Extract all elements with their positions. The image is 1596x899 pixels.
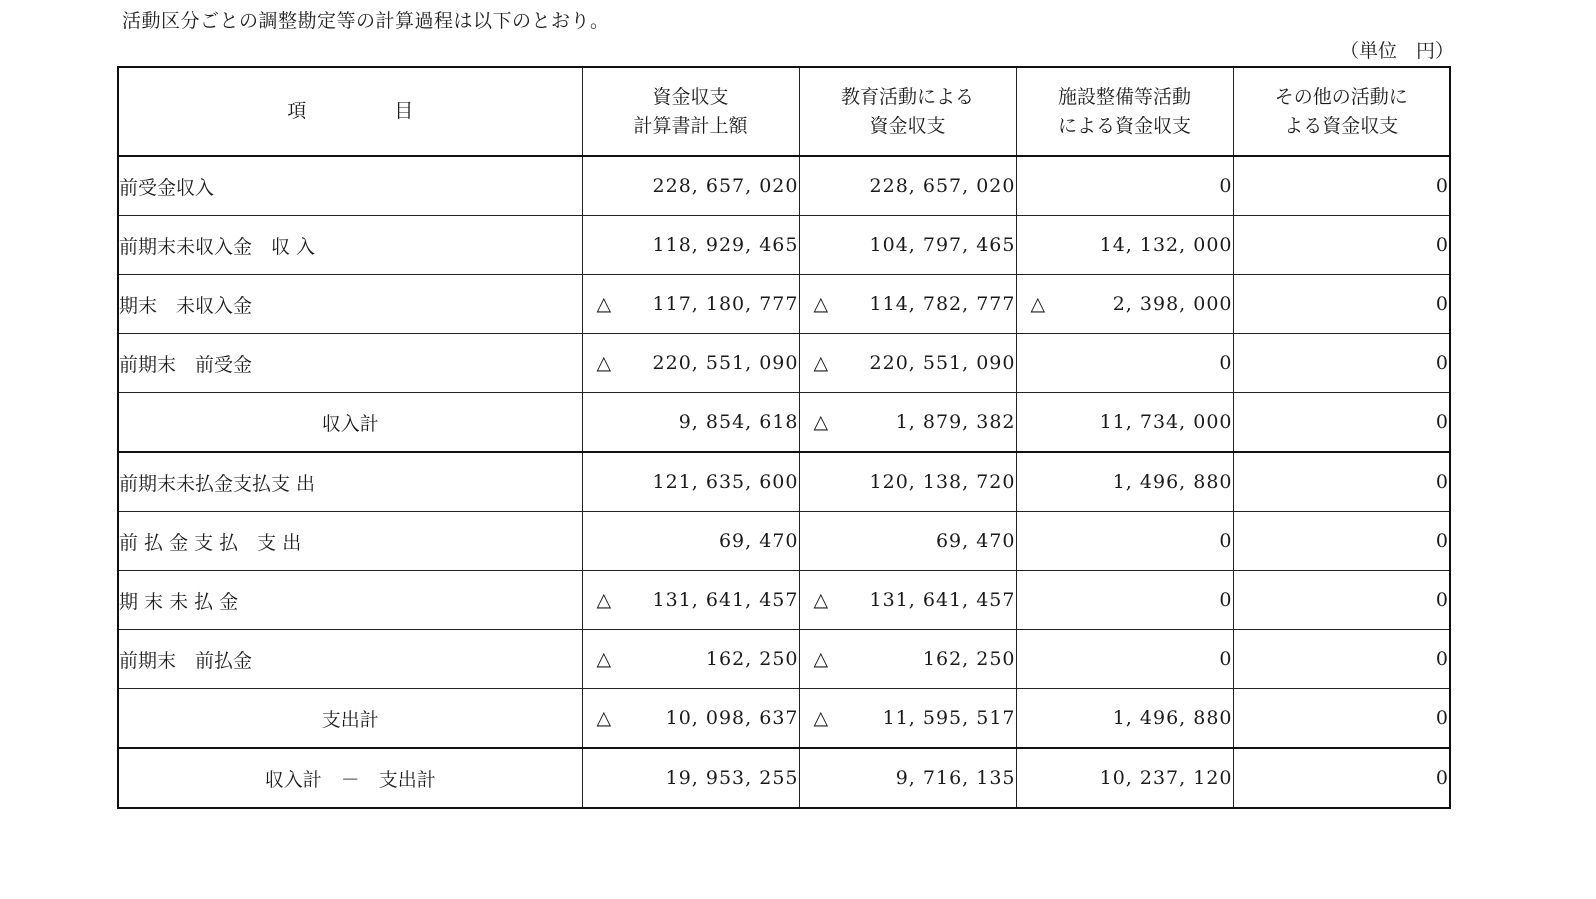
table-row bbox=[118, 512, 1450, 571]
cell-value: 131, 641, 457 bbox=[652, 589, 799, 611]
table-row bbox=[118, 452, 1450, 512]
header-col-education-line1: 教育活動による bbox=[840, 85, 974, 108]
cell-value: 120, 138, 720 bbox=[869, 471, 1016, 493]
cell-statement bbox=[582, 689, 799, 749]
cell-value: 0 bbox=[1219, 352, 1233, 374]
cell-facility bbox=[1016, 216, 1233, 275]
table-row bbox=[118, 275, 1450, 334]
cell-value: 1, 496, 880 bbox=[1112, 471, 1233, 493]
cell-statement bbox=[582, 512, 799, 571]
cell-other bbox=[1233, 334, 1450, 393]
header-col-education-line2: 資金収支 bbox=[869, 114, 946, 137]
table-row-income-total bbox=[118, 393, 1450, 453]
cell-other bbox=[1233, 275, 1450, 334]
cell-value: 117, 180, 777 bbox=[652, 293, 799, 315]
row-label: 前期末 前払金 bbox=[118, 630, 582, 689]
cell-facility bbox=[1016, 630, 1233, 689]
cell-value: 1, 879, 382 bbox=[895, 411, 1016, 433]
table-row bbox=[118, 630, 1450, 689]
table-row bbox=[118, 156, 1450, 216]
header-item-right: 目 bbox=[394, 100, 414, 122]
row-label: 支出計 bbox=[118, 689, 582, 749]
unit-label: （単位 円） bbox=[1340, 40, 1455, 62]
negative-mark: △ bbox=[813, 292, 830, 315]
cell-facility bbox=[1016, 689, 1233, 749]
cell-facility bbox=[1016, 334, 1233, 393]
cell-other bbox=[1233, 571, 1450, 630]
cell-facility bbox=[1016, 571, 1233, 630]
cell-statement bbox=[582, 748, 799, 808]
cell-other bbox=[1233, 156, 1450, 216]
cell-other bbox=[1233, 512, 1450, 571]
cell-value: 0 bbox=[1435, 471, 1449, 493]
row-label: 前受金収入 bbox=[118, 156, 582, 216]
table-row bbox=[118, 334, 1450, 393]
header-col-facility bbox=[1016, 67, 1233, 156]
cell-value: 69, 470 bbox=[935, 530, 1016, 552]
table-row bbox=[118, 216, 1450, 275]
header-col-other bbox=[1233, 67, 1450, 156]
row-label: 前期末未収入金 収 入 bbox=[118, 216, 582, 275]
cell-value: 0 bbox=[1435, 352, 1449, 374]
cell-value: 14, 132, 000 bbox=[1099, 234, 1233, 256]
cell-value: 0 bbox=[1435, 175, 1449, 197]
header-col-statement bbox=[582, 67, 799, 156]
cell-value: 228, 657, 020 bbox=[652, 175, 799, 197]
cell-statement bbox=[582, 275, 799, 334]
cell-education bbox=[799, 156, 1016, 216]
cell-education bbox=[799, 216, 1016, 275]
negative-mark: △ bbox=[596, 292, 613, 315]
cell-value: 10, 098, 637 bbox=[665, 707, 799, 729]
cell-value: 162, 250 bbox=[705, 648, 799, 670]
cell-statement bbox=[582, 630, 799, 689]
header-col-facility-line2: による資金収支 bbox=[1057, 114, 1191, 137]
table-row-expense-total bbox=[118, 689, 1450, 749]
negative-mark: △ bbox=[813, 588, 830, 611]
cell-value: 0 bbox=[1435, 767, 1449, 789]
cell-facility bbox=[1016, 512, 1233, 571]
header-item-left: 項 bbox=[287, 100, 307, 122]
header-col-education bbox=[799, 67, 1016, 156]
cell-value: 69, 470 bbox=[718, 530, 799, 552]
header-col-other-line2: よる資金収支 bbox=[1284, 114, 1399, 137]
cell-value: 19, 953, 255 bbox=[665, 767, 799, 789]
cell-value: 104, 797, 465 bbox=[869, 234, 1016, 256]
cell-value: 220, 551, 090 bbox=[652, 352, 799, 374]
negative-mark: △ bbox=[813, 706, 830, 729]
cell-value: 131, 641, 457 bbox=[869, 589, 1016, 611]
cell-value: 10, 237, 120 bbox=[1099, 767, 1233, 789]
cell-statement bbox=[582, 393, 799, 453]
negative-mark: △ bbox=[813, 647, 830, 670]
cell-facility bbox=[1016, 393, 1233, 453]
header-col-statement-line1: 資金収支 bbox=[652, 85, 729, 108]
cell-other bbox=[1233, 630, 1450, 689]
cell-facility bbox=[1016, 156, 1233, 216]
cell-value: 0 bbox=[1219, 648, 1233, 670]
cell-education bbox=[799, 393, 1016, 453]
cell-education bbox=[799, 748, 1016, 808]
row-label: 前 払 金 支 払 支 出 bbox=[118, 512, 582, 571]
cell-value: 0 bbox=[1435, 234, 1449, 256]
cell-education bbox=[799, 571, 1016, 630]
cell-education bbox=[799, 630, 1016, 689]
cell-value: 162, 250 bbox=[922, 648, 1016, 670]
row-label: 収入計 － 支出計 bbox=[118, 748, 582, 808]
cell-value: 0 bbox=[1435, 293, 1449, 315]
negative-mark: △ bbox=[596, 647, 613, 670]
row-label: 前期末 前受金 bbox=[118, 334, 582, 393]
cell-statement bbox=[582, 334, 799, 393]
cell-value: 114, 782, 777 bbox=[869, 293, 1016, 315]
row-label: 前期末未払金支払支 出 bbox=[118, 452, 582, 512]
cell-value: 9, 716, 135 bbox=[895, 767, 1016, 789]
cell-value: 0 bbox=[1435, 707, 1449, 729]
table-row bbox=[118, 571, 1450, 630]
cell-value: 118, 929, 465 bbox=[652, 234, 799, 256]
table-header-row bbox=[118, 67, 1450, 156]
cell-other bbox=[1233, 452, 1450, 512]
cell-value: 0 bbox=[1435, 530, 1449, 552]
cell-value: 0 bbox=[1219, 175, 1233, 197]
header-col-other-line1: その他の活動に bbox=[1274, 85, 1408, 108]
header-item bbox=[118, 67, 582, 156]
cell-statement bbox=[582, 571, 799, 630]
header-col-statement-line2: 計算書計上額 bbox=[633, 114, 748, 137]
negative-mark: △ bbox=[596, 351, 613, 374]
cell-other bbox=[1233, 689, 1450, 749]
negative-mark: △ bbox=[596, 706, 613, 729]
cell-statement bbox=[582, 156, 799, 216]
cell-other bbox=[1233, 216, 1450, 275]
cell-statement bbox=[582, 452, 799, 512]
cell-value: 1, 496, 880 bbox=[1112, 707, 1233, 729]
cell-value: 121, 635, 600 bbox=[652, 471, 799, 493]
row-label: 期末 未収入金 bbox=[118, 275, 582, 334]
cell-other bbox=[1233, 393, 1450, 453]
cell-value: 11, 734, 000 bbox=[1099, 411, 1233, 433]
negative-mark: △ bbox=[1030, 292, 1047, 315]
negative-mark: △ bbox=[813, 410, 830, 433]
cell-education bbox=[799, 689, 1016, 749]
cell-education bbox=[799, 334, 1016, 393]
cell-education bbox=[799, 512, 1016, 571]
cell-facility bbox=[1016, 748, 1233, 808]
cell-value: 220, 551, 090 bbox=[869, 352, 1016, 374]
cell-value: 0 bbox=[1435, 589, 1449, 611]
negative-mark: △ bbox=[596, 588, 613, 611]
row-label: 収入計 bbox=[118, 393, 582, 453]
adjustment-table bbox=[117, 66, 1451, 809]
cell-value: 0 bbox=[1219, 530, 1233, 552]
cell-statement bbox=[582, 216, 799, 275]
cell-value: 0 bbox=[1219, 589, 1233, 611]
cell-education bbox=[799, 275, 1016, 334]
negative-mark: △ bbox=[813, 351, 830, 374]
table-row-net-total bbox=[118, 748, 1450, 808]
cell-value: 0 bbox=[1435, 411, 1449, 433]
cell-value: 228, 657, 020 bbox=[869, 175, 1016, 197]
row-label: 期 末 未 払 金 bbox=[118, 571, 582, 630]
cell-education bbox=[799, 452, 1016, 512]
cell-value: 0 bbox=[1435, 648, 1449, 670]
intro-text: 活動区分ごとの調整勘定等の計算過程は以下のとおり。 bbox=[122, 10, 610, 32]
cell-other bbox=[1233, 748, 1450, 808]
cell-value: 9, 854, 618 bbox=[678, 411, 799, 433]
cell-value: 2, 398, 000 bbox=[1112, 293, 1233, 315]
header-col-facility-line1: 施設整備等活動 bbox=[1057, 85, 1191, 108]
cell-facility bbox=[1016, 275, 1233, 334]
cell-value: 11, 595, 517 bbox=[882, 707, 1016, 729]
cell-facility bbox=[1016, 452, 1233, 512]
